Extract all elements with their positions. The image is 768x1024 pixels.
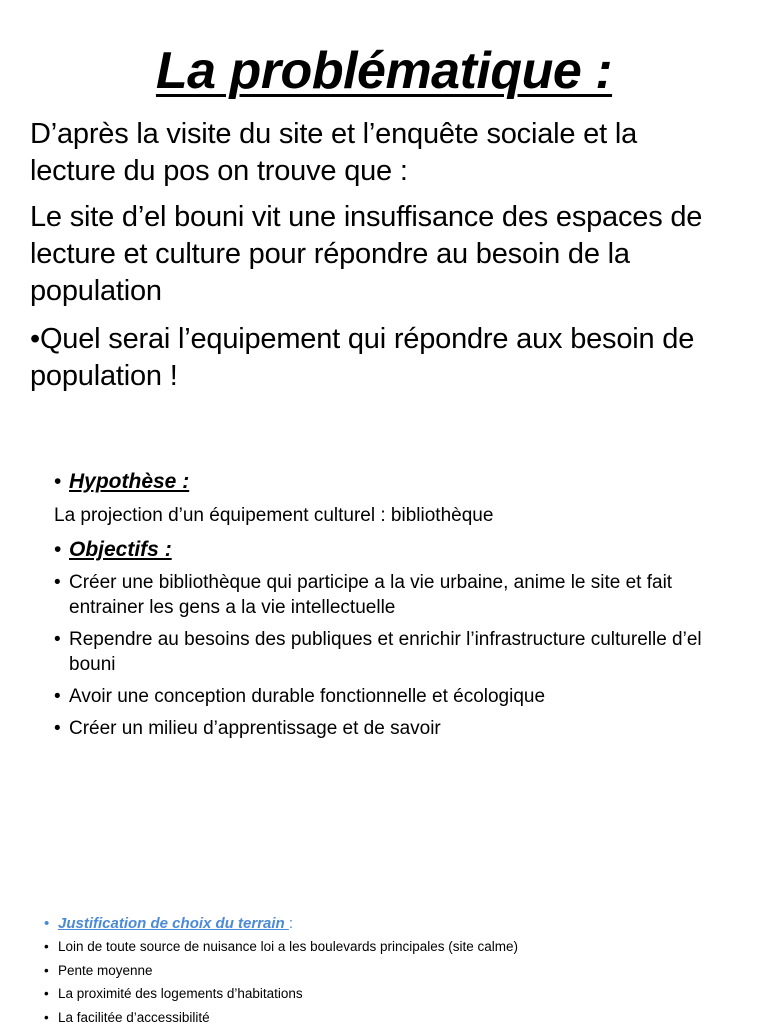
list-item <box>44 962 744 980</box>
bullet-icon: • <box>54 470 62 493</box>
list-item <box>44 985 744 1003</box>
list-item <box>54 716 734 741</box>
hypothese-heading <box>54 469 189 495</box>
hypothese-heading-label: Hypothèse : <box>69 470 190 493</box>
bullet-icon: • <box>44 962 49 978</box>
bullet-icon: • <box>44 939 49 954</box>
justification-heading <box>44 914 293 934</box>
bullet-icon: • <box>44 1009 49 1024</box>
list-item-text: Loin de toute source de nuisance loi a les boulevards principales (site calme) <box>58 939 519 954</box>
bullet-icon: • <box>54 538 62 561</box>
bullet-icon: • <box>54 572 61 593</box>
list-item-text: Pente moyenne <box>58 962 153 978</box>
justification-heading-label: Justification de choix du terrain <box>58 915 289 932</box>
list-item-text: La proximité des logements d’habitations <box>58 986 303 1001</box>
list-item-text: Créer une bibliothèque qui participe a la vie urbaine, anime le site et fait entrainer les gens a la vie intellectuelle <box>69 572 673 618</box>
list-item-text: La facilitée d’accessibilité <box>58 1009 210 1024</box>
bullet-icon: • <box>54 686 61 707</box>
intro-paragraph-visit: D’après la visite du site et l’enquête sociale et la lecture du pos on trouve que : <box>30 118 637 187</box>
list-item <box>54 627 734 677</box>
intro-paragraph-insufficiency: Le site d’el bouni vit une insuffisance des espaces de lecture et culture pour répondre au besoin de la population <box>30 201 703 307</box>
list-item-text: Rependre au besoins des publiques et enrichir l’infrastructure culturelle d’el bouni <box>69 629 702 675</box>
list-item-text: Créer un milieu d’apprentissage et de savoir <box>69 718 441 739</box>
slide-title: La problématique : <box>155 42 613 100</box>
justification-heading-colon: : <box>288 915 294 932</box>
list-item-text: Avoir une conception durable fonctionnelle et écologique <box>69 686 546 707</box>
bullet-icon: • <box>30 323 40 355</box>
list-item <box>44 938 744 956</box>
intro-question-text: Quel serai l’equipement qui répondre aux besoin de population ! <box>30 323 695 392</box>
objectifs-heading <box>54 537 172 563</box>
objectifs-heading-label: Objectifs : <box>69 538 172 561</box>
bullet-icon: • <box>54 718 61 739</box>
list-item <box>44 1009 744 1024</box>
list-item <box>54 570 734 620</box>
bullet-icon: • <box>54 629 61 650</box>
bullet-icon: • <box>44 986 49 1001</box>
bullet-icon: • <box>44 915 50 932</box>
intro-question <box>30 321 730 395</box>
objectifs-list <box>54 570 734 748</box>
hypothese-text: La projection d’un équipement culturel : bibliothèque <box>54 505 494 526</box>
list-item <box>54 684 734 709</box>
justification-list <box>44 938 744 1024</box>
